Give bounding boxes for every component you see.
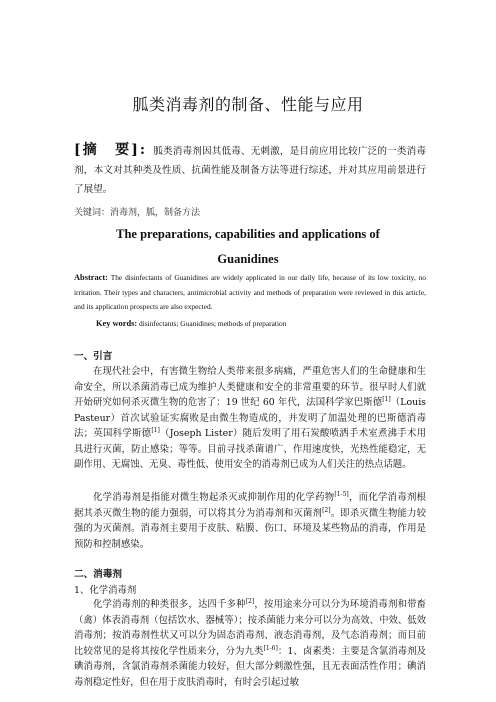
text-run: 化学消毒剂的种类很多，达四千多种	[93, 599, 246, 610]
english-title-line-1: The preparations, capabilities and applications of	[116, 227, 380, 241]
citation: [1-5]	[334, 490, 349, 498]
citation: [2]	[322, 506, 331, 514]
paper-title: 胍类消毒剂的制备、性能与应用	[132, 95, 364, 114]
english-title-line-2: Guanidines	[217, 252, 279, 266]
text-run: ，按用途来分可以分为环境消毒剂和带畜（禽）体表消毒剂（包括饮水、器械等）；按杀菌能力来分可以分为高效、中效、低效消毒剂；按消毒剂性状又可以分为固态消毒剂、液态消毒剂，及气态消毒剂；而目前比较常见的是将其按化学性质来分，分为九类	[74, 599, 426, 657]
abstract-tag: [摘 要]:	[74, 142, 148, 158]
english-abstract	[74, 271, 426, 315]
english-title	[0, 222, 496, 272]
chinese-keywords: 关键词：消毒剂，胍，制备方法	[74, 208, 201, 218]
text-run: 化学消毒剂是指能对微生物起杀灭或抑制作用的化学药物	[93, 492, 335, 503]
english-keywords	[96, 319, 286, 328]
text-run: （Louis Pasteur）首次试验证实腐败是由微生物造成的，并发明了加温处理的巴斯德消毒法；英国科学斯德	[74, 397, 436, 439]
text-run: 。即杀灭微生物能力较强的为灭菌剂。消毒剂主要用于皮肤、粘膜、伤口、环境及某些物品的消毒，作用是预防和控制感染。	[74, 507, 426, 550]
abstract-label: Abstract:	[74, 273, 108, 282]
body-paragraph-1	[74, 597, 426, 690]
citation: [1]	[382, 395, 391, 403]
citation: [2]	[245, 597, 255, 605]
section-heading-disinfectants: 二、消毒剂	[74, 569, 122, 580]
chinese-abstract	[74, 141, 426, 199]
text-run: ，而化学消毒剂根据其杀灭微生物的能力强弱，可以将其分为消毒剂和灭菌剂	[74, 492, 426, 519]
english-abstract-text: The disinfectants of Guanidines are widely applicated in our daily life, because of its low toxicity, no irritation. Their types and characters, antimicrobial activity and methods of preparation were reviewed in this article, and its application prospects are also expected.	[74, 273, 426, 311]
intro-paragraph-2	[74, 490, 426, 552]
text-run: ：1、卤素类：主要是含氯消毒剂及碘消毒剂，含氯消毒剂杀菌能力较好，但大部分刺激性强，且无表面活性作用；碘消毒剂稳定性好，但在用于皮肤消毒时，有时会引起过敏	[74, 645, 426, 688]
section-heading-intro: 一、引言	[74, 351, 113, 362]
subsection-heading: 1、化学消毒剂	[74, 585, 137, 596]
citation: [1]	[151, 426, 160, 434]
text-run: （Joseph Lister）随后发明了用石炭酸喷洒手术室煮沸手术用具进行灭菌，防止感染；等等。目前寻找杀菌谱广、作用速度快，光热性能稳定，无副作用、无腐蚀、无臭、毒性低、使用安全的消毒剂已成为人们关注的热点话题。	[74, 428, 426, 470]
abstract-text: 胍类消毒剂因其低毒、无刺激，是目前应用比较广泛的一类消毒剂，本文对其种类及性质、抗菌性能及制备方法等进行综述，并对其应用前景进行了展望。	[74, 146, 427, 195]
keywords-label: Key words:	[96, 319, 138, 328]
citation: [1-6]	[263, 644, 278, 652]
text-run: 在现代社会中，有害微生物给人类带来很多病痛，严重危害人们的生命健康和生命安全，所以杀菌消毒已成为维护人类健康和安全的非常重要的环节。很早时人们就开始研究如何杀灭微生物的危害了：19 世纪 60 年代，法国科学家巴斯德	[74, 366, 426, 408]
intro-paragraph-1	[74, 364, 436, 473]
keywords-text: disinfectants; Guanidines; methods of preparation	[139, 319, 287, 328]
